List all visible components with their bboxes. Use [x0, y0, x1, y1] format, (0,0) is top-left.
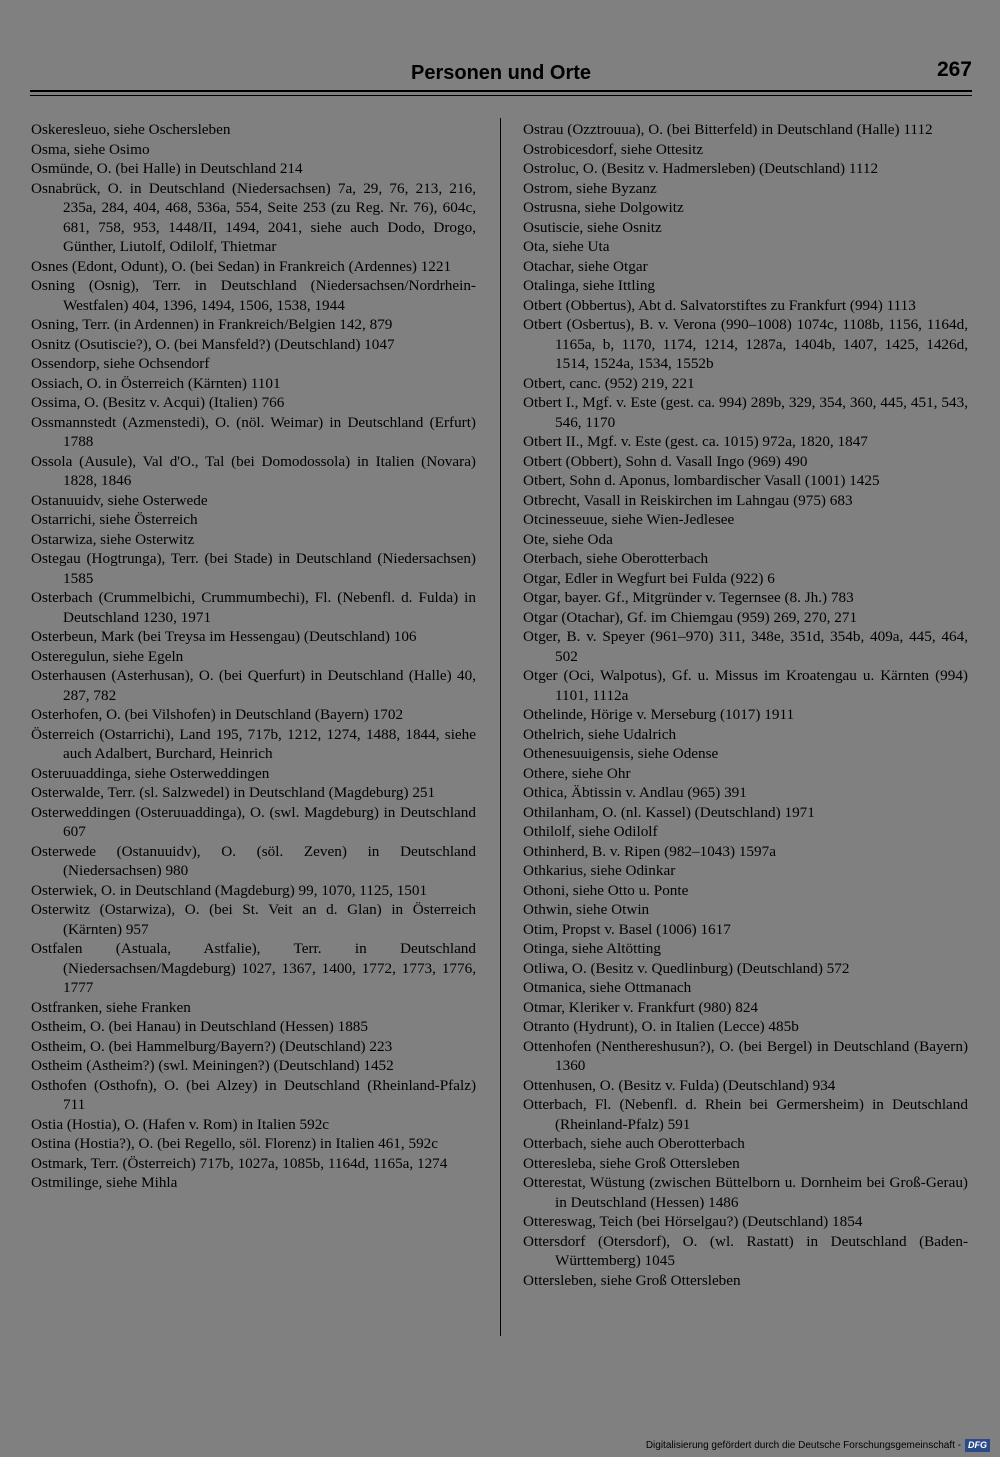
footer-text: Digitalisierung gefördert durch die Deutsche Forschungsgemeinschaft - [645, 1439, 961, 1451]
index-entry: Ostarrichi, siehe Österreich [31, 511, 198, 528]
index-entry: Otcinesseuue, siehe Wien-Jedlesee [523, 511, 735, 528]
index-entry: Osmünde, O. (bei Halle) in Deutschland 214 [31, 160, 303, 177]
index-entry: Otterestat, Wüstung (zwischen Büttelborn u. Dornheim bei Groß-Gerau) in Deutschland (Hessen) 1486 [523, 1174, 968, 1211]
index-entry: Otbert, canc. (952) 219, 221 [523, 374, 695, 392]
index-entry: Othinherd, B. v. Ripen (982–1043) 1597a [523, 842, 776, 860]
index-entry: Ostheim, O. (bei Hanau) in Deutschland (Hessen) 1885 [31, 1018, 368, 1035]
index-entry: Osteregulun, siehe Egeln [31, 647, 184, 665]
index-entry: Otgar, Edler in Wegfurt bei Fulda (922) 6 [523, 569, 775, 587]
index-entry: Osterwiek, O. in Deutschland (Magdeburg) 99, 1070, 1125, 1501 [31, 881, 428, 899]
index-entry: Ostheim (Astheim?) (swl. Meiningen?) (Deutschland) 1452 [31, 1057, 394, 1074]
index-entry: Osterhofen, O. (bei Vilshofen) in Deutschland (Bayern) 1702 [31, 706, 404, 723]
page-title: Personen und Orte [410, 62, 592, 84]
index-entry: Ostanuuidv, siehe Osterwede [31, 491, 208, 509]
index-entry: Osning, Terr. (in Ardennen) in Frankreich/Belgien 142, 879 [31, 316, 393, 333]
index-entry: Otalinga, siehe Ittling [523, 277, 656, 294]
index-entry: Ottenhusen, O. (Besitz v. Fulda) (Deutschland) 934 [523, 1076, 836, 1094]
index-entry: Ottereswag, Teich (bei Hörselgau?) (Deutschland) 1854 [523, 1213, 863, 1230]
index-entry: Othilanham, O. (nl. Kassel) (Deutschland) 1971 [523, 803, 815, 821]
index-entry: Ossendorp, siehe Ochsendorf [31, 355, 210, 372]
index-entry: Otbert II., Mgf. v. Este (gest. ca. 1015) 972a, 1820, 1847 [523, 433, 868, 450]
index-column-right [523, 120, 968, 1290]
index-entry: Otbert I., Mgf. v. Este (gest. ca. 994) 289b, 329, 354, 360, 445, 451, 543, 546, 1170 [523, 394, 968, 431]
index-entry: Ostrobicesdorf, siehe Ottesitz [523, 140, 704, 158]
index-entry: Osutiscie, siehe Osnitz [523, 218, 662, 236]
index-entry: Otterbach, siehe auch Oberotterbach [523, 1135, 745, 1152]
index-entry: Otbert, Sohn d. Aponus, lombardischer Vasall (1001) 1425 [523, 472, 880, 489]
index-entry: Otterbach, Fl. (Nebenfl. d. Rhein bei Germersheim) in Deutschland (Rheinland-Pfalz) 591 [523, 1096, 968, 1133]
index-entry: Osnabrück, O. in Deutschland (Niedersachsen) 7a, 29, 76, 213, 216, 235a, 284, 404, 468, 536a, 554, Seite 253 (zu Reg. Nr. 76), 604c, 681, 758, 953, 1448/II, 1494, 2041, siehe auch Dodo, Drogo, Günther, Liutolf, Odilolf, Thietmar [31, 179, 476, 255]
page-header [30, 56, 972, 88]
index-entry: Ostrusna, siehe Dolgowitz [523, 199, 684, 216]
index-entry: Ossola (Ausule), Val d'O., Tal (bei Domodossola) in Italien (Novara) 1828, 1846 [31, 452, 476, 489]
header-rule-thin [30, 95, 972, 96]
index-entry: Otgar (Otachar), Gf. im Chiemgau (959) 269, 270, 271 [523, 608, 858, 626]
index-entry: Otim, Propst v. Basel (1006) 1617 [523, 920, 731, 938]
index-entry: Österreich (Ostarrichi), Land 195, 717b, 1212, 1274, 1488, 1844, siehe auch Adalbert, Burchard, Heinrich [31, 725, 476, 762]
index-entry: Ostroluc, O. (Besitz v. Hadmersleben) (Deutschland) 1112 [523, 160, 879, 177]
index-entry: Ota, siehe Uta [523, 238, 610, 255]
index-entry: Osthofen (Osthofn), O. (bei Alzey) in Deutschland (Rheinland-Pfalz) 711 [31, 1076, 476, 1113]
index-entry: Ostina (Hostia?), O. (bei Regello, söl. Florenz) in Italien 461, 592c [31, 1135, 439, 1152]
index-entry: Otmanica, siehe Ottmanach [523, 979, 692, 996]
index-entry: Osterwalde, Terr. (sl. Salzwedel) in Deutschland (Magdeburg) 251 [31, 784, 436, 801]
index-entry: Otliwa, O. (Besitz v. Quedlinburg) (Deutschland) 572 [523, 959, 850, 977]
index-entry: Ossima, O. (Besitz v. Acqui) (Italien) 766 [31, 394, 285, 411]
header-rule [30, 90, 972, 92]
index-entry: Osterbach (Crummelbichi, Crummumbechi), Fl. (Nebenfl. d. Fulda) in Deutschland 1230, 1971 [31, 589, 476, 626]
index-entry: Otgar, bayer. Gf., Mitgründer v. Tegernsee (8. Jh.) 783 [523, 589, 854, 606]
index-entry: Otachar, siehe Otgar [523, 257, 648, 275]
index-entry: Osterwitz (Ostarwiza), O. (bei St. Veit an d. Glan) in Österreich (Kärnten) 957 [31, 901, 476, 938]
index-entry: Ossiach, O. in Österreich (Kärnten) 1101 [31, 374, 281, 392]
index-entry: Otbert (Obbert), Sohn d. Vasall Ingo (969) 490 [523, 452, 808, 470]
index-entry: Oskeresleuo, siehe Oschersleben [31, 121, 231, 138]
index-entry: Othelinde, Hörige v. Merseburg (1017) 1911 [523, 706, 795, 723]
index-entry: Ottersdorf (Otersdorf), O. (wl. Rastatt) in Deutschland (Baden-Württemberg) 1045 [523, 1232, 968, 1269]
index-entry: Ottenhofen (Nenthereshusun?), O. (bei Bergel) in Deutschland (Bayern) 1360 [523, 1037, 968, 1074]
index-entry: Osteruuaddinga, siehe Osterweddingen [31, 764, 270, 782]
index-entry: Otranto (Hydrunt), O. in Italien (Lecce) 485b [523, 1018, 799, 1035]
index-entry: Othenesuuigensis, siehe Odense [523, 745, 719, 762]
index-entry: Osma, siehe Osimo [31, 140, 150, 158]
index-entry: Otmar, Kleriker v. Frankfurt (980) 824 [523, 998, 759, 1016]
index-entry: Ottersleben, siehe Groß Ottersleben [523, 1271, 741, 1289]
index-entry: Ostfalen (Astuala, Astfalie), Terr. in Deutschland (Niedersachsen/Magdeburg) 1027, 1367, 1400, 1772, 1773, 1776, 1777 [31, 940, 476, 996]
index-entry: Osterweddingen (Osteruuaddinga), O. (swl. Magdeburg) in Deutschland 607 [31, 803, 476, 840]
dfg-logo-icon: DFG [965, 1439, 990, 1452]
index-entry: Otbrecht, Vasall in Reiskirchen im Lahngau (975) 683 [523, 491, 853, 509]
index-entry: Otinga, siehe Altötting [523, 940, 661, 957]
index-entry: Othelrich, siehe Udalrich [523, 725, 677, 743]
index-entry: Ostarwiza, siehe Osterwitz [31, 530, 195, 548]
index-entry: Osning (Osnig), Terr. in Deutschland (Niedersachsen/Nordrhein-Westfalen) 404, 1396, 1494, 1506, 1538, 1944 [31, 277, 476, 314]
index-entry: Otbert (Obbertus), Abt d. Salvatorstiftes zu Frankfurt (994) 1113 [523, 296, 916, 314]
index-entry: Otteresleba, siehe Groß Ottersleben [523, 1154, 740, 1172]
index-entry: Ote, siehe Oda [523, 530, 613, 548]
index-entry: Othkarius, siehe Odinkar [523, 862, 676, 879]
index-entry: Ostmilinge, siehe Mihla [31, 1174, 178, 1191]
index-entry: Ostrau (Ozztrouua), O. (bei Bitterfeld) in Deutschland (Halle) 1112 [523, 121, 933, 138]
index-entry: Osterhausen (Asterhusan), O. (bei Querfurt) in Deutschland (Halle) 40, 287, 782 [31, 667, 476, 704]
index-entry: Osterwede (Ostanuuidv), O. (söl. Zeven) in Deutschland (Niedersachsen) 980 [31, 842, 476, 879]
index-entry: Oterbach, siehe Oberotterbach [523, 550, 709, 567]
index-entry: Osnitz (Osutiscie?), O. (bei Mansfeld?) (Deutschland) 1047 [31, 335, 395, 353]
index-entry: Otbert (Osbertus), B. v. Verona (990–1008) 1074c, 1108b, 1156, 1164d, 1165a, b, 1170, 1174, 1214, 1287a, 1404b, 1407, 1425, 1426d, 1514, 1524a, 1534, 1552b [523, 316, 968, 372]
index-entry: Ostfranken, siehe Franken [31, 998, 191, 1016]
index-entry: Othere, siehe Ohr [523, 764, 631, 782]
index-entry: Osterbeun, Mark (bei Treysa im Hessengau) (Deutschland) 106 [31, 628, 417, 645]
index-entry: Othoni, siehe Otto u. Ponte [523, 881, 689, 899]
index-entry: Ostia (Hostia), O. (Hafen v. Rom) in Italien 592c [31, 1115, 330, 1133]
index-entry: Osnes (Edont, Odunt), O. (bei Sedan) in Frankreich (Ardennes) 1221 [31, 257, 452, 275]
footer [646, 1437, 990, 1453]
page-number: 267 [936, 58, 972, 81]
index-entry: Ostmark, Terr. (Österreich) 717b, 1027a, 1085b, 1164d, 1165a, 1274 [31, 1154, 448, 1172]
index-entry: Otger (Oci, Walpotus), Gf. u. Missus im Kroatengau u. Kärnten (994) 1101, 1112a [523, 667, 968, 704]
index-entry: Ostegau (Hogtrunga), Terr. (bei Stade) in Deutschland (Niedersachsen) 1585 [31, 550, 476, 587]
index-column-left [31, 120, 476, 1193]
column-divider [500, 118, 501, 1336]
index-entry: Othwin, siehe Otwin [523, 901, 650, 918]
index-entry: Ossmannstedt (Azmenstedi), O. (nöl. Weimar) in Deutschland (Erfurt) 1788 [31, 413, 476, 450]
index-entry: Ostheim, O. (bei Hammelburg/Bayern?) (Deutschland) 223 [31, 1037, 393, 1055]
index-entry: Othilolf, siehe Odilolf [523, 823, 658, 840]
index-entry: Othica, Äbtissin v. Andlau (965) 391 [523, 784, 747, 801]
index-entry: Ostrom, siehe Byzanz [523, 179, 657, 197]
index-entry: Otger, B. v. Speyer (961–970) 311, 348e, 351d, 354b, 409a, 445, 464, 502 [523, 628, 968, 665]
